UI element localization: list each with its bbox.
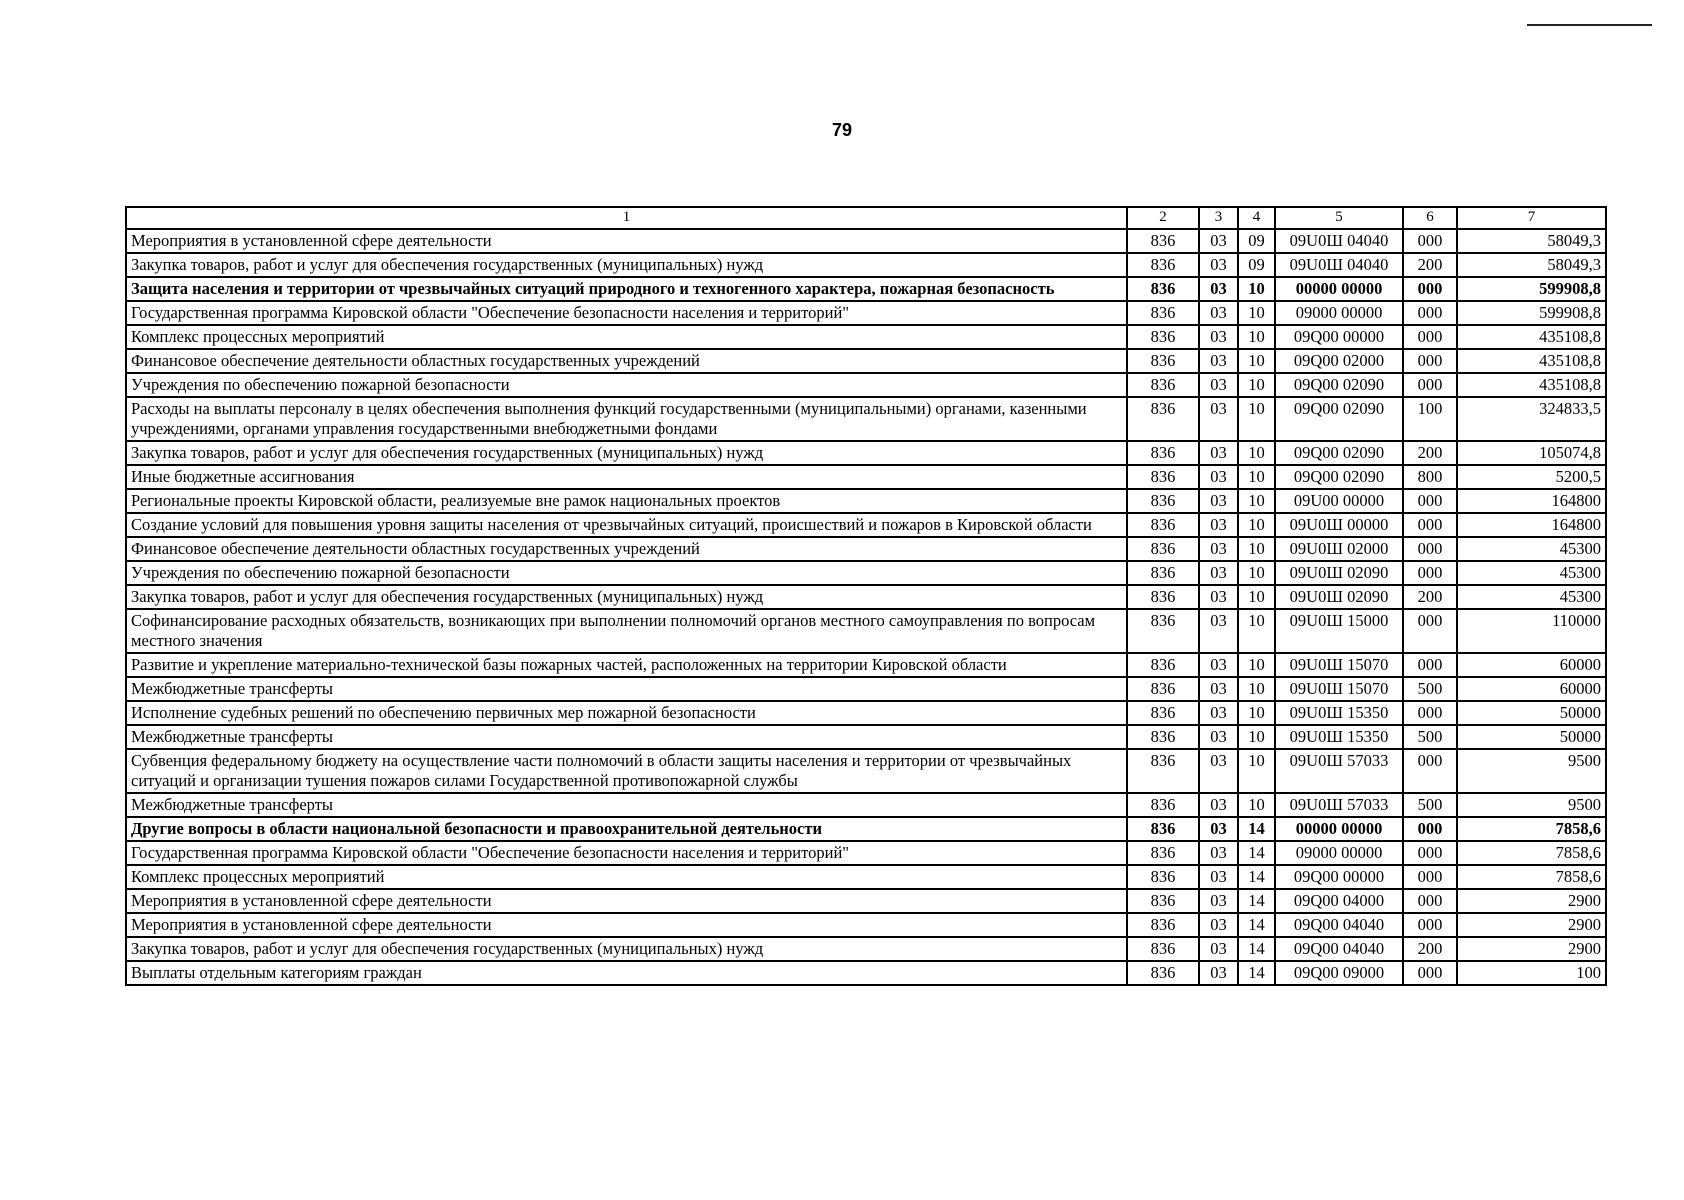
section-code-cell: 03 xyxy=(1199,325,1238,349)
target-article-cell: 09U0Ш 15350 xyxy=(1275,701,1403,725)
table-row xyxy=(126,725,1606,749)
section-code-cell: 03 xyxy=(1199,937,1238,961)
expense-type-cell: 200 xyxy=(1403,585,1457,609)
amount-cell: 9500 xyxy=(1457,749,1606,793)
section-code-cell: 03 xyxy=(1199,349,1238,373)
budget-item-name: Учреждения по обеспечению пожарной безопасности xyxy=(126,373,1127,397)
table-row xyxy=(126,913,1606,937)
table-row xyxy=(126,937,1606,961)
expense-type-cell: 000 xyxy=(1403,325,1457,349)
header-col-2: 2 xyxy=(1127,207,1199,229)
target-article-cell: 09U0Ш 15070 xyxy=(1275,653,1403,677)
section-code-cell: 03 xyxy=(1199,725,1238,749)
admin-code-cell: 836 xyxy=(1127,937,1199,961)
section-code-cell: 03 xyxy=(1199,537,1238,561)
section-code-cell: 03 xyxy=(1199,229,1238,253)
target-article-cell: 09Q00 04000 xyxy=(1275,889,1403,913)
subsection-code-cell: 10 xyxy=(1238,349,1275,373)
target-article-cell: 09Q00 04040 xyxy=(1275,937,1403,961)
table-body xyxy=(126,229,1606,985)
amount-cell: 110000 xyxy=(1457,609,1606,653)
amount-cell: 50000 xyxy=(1457,701,1606,725)
table-row xyxy=(126,277,1606,301)
amount-cell: 2900 xyxy=(1457,937,1606,961)
admin-code-cell: 836 xyxy=(1127,653,1199,677)
target-article-cell: 09Q00 00000 xyxy=(1275,865,1403,889)
subsection-code-cell: 10 xyxy=(1238,373,1275,397)
admin-code-cell: 836 xyxy=(1127,701,1199,725)
amount-cell: 60000 xyxy=(1457,677,1606,701)
subsection-code-cell: 10 xyxy=(1238,513,1275,537)
target-article-cell: 09Q00 02090 xyxy=(1275,441,1403,465)
subsection-code-cell: 10 xyxy=(1238,561,1275,585)
amount-cell: 164800 xyxy=(1457,489,1606,513)
expense-type-cell: 000 xyxy=(1403,277,1457,301)
expense-type-cell: 200 xyxy=(1403,253,1457,277)
table-row xyxy=(126,373,1606,397)
subsection-code-cell: 10 xyxy=(1238,301,1275,325)
expense-type-cell: 000 xyxy=(1403,537,1457,561)
amount-cell: 435108,8 xyxy=(1457,349,1606,373)
section-code-cell: 03 xyxy=(1199,513,1238,537)
table-row xyxy=(126,677,1606,701)
budget-item-name: Учреждения по обеспечению пожарной безопасности xyxy=(126,561,1127,585)
section-code-cell: 03 xyxy=(1199,373,1238,397)
target-article-cell: 09Q00 00000 xyxy=(1275,325,1403,349)
budget-item-name: Межбюджетные трансферты xyxy=(126,793,1127,817)
target-article-cell: 09U0Ш 02000 xyxy=(1275,537,1403,561)
amount-cell: 45300 xyxy=(1457,585,1606,609)
admin-code-cell: 836 xyxy=(1127,913,1199,937)
admin-code-cell: 836 xyxy=(1127,349,1199,373)
admin-code-cell: 836 xyxy=(1127,441,1199,465)
amount-cell: 60000 xyxy=(1457,653,1606,677)
budget-item-name: Межбюджетные трансферты xyxy=(126,725,1127,749)
budget-item-name: Софинансирование расходных обязательств, возникающих при выполнении полномочий органов местного самоуправления по вопросам местного значения xyxy=(126,609,1127,653)
target-article-cell: 00000 00000 xyxy=(1275,817,1403,841)
subsection-code-cell: 10 xyxy=(1238,585,1275,609)
amount-cell: 599908,8 xyxy=(1457,301,1606,325)
table-row xyxy=(126,865,1606,889)
target-article-cell: 09000 00000 xyxy=(1275,841,1403,865)
target-article-cell: 09U0Ш 04040 xyxy=(1275,229,1403,253)
target-article-cell: 09U0Ш 15350 xyxy=(1275,725,1403,749)
section-code-cell: 03 xyxy=(1199,441,1238,465)
budget-item-name: Защита населения и территории от чрезвычайных ситуаций природного и техногенного характера, пожарная безопасность xyxy=(126,277,1127,301)
amount-cell: 164800 xyxy=(1457,513,1606,537)
expense-type-cell: 000 xyxy=(1403,489,1457,513)
budget-item-name: Развитие и укрепление материально-технической базы пожарных частей, расположенных на территории Кировской области xyxy=(126,653,1127,677)
budget-item-name: Комплекс процессных мероприятий xyxy=(126,325,1127,349)
section-code-cell: 03 xyxy=(1199,677,1238,701)
budget-item-name: Другие вопросы в области национальной безопасности и правоохранительной деятельности xyxy=(126,817,1127,841)
target-article-cell: 09Q00 02000 xyxy=(1275,349,1403,373)
target-article-cell: 09Q00 09000 xyxy=(1275,961,1403,985)
expense-type-cell: 000 xyxy=(1403,841,1457,865)
subsection-code-cell: 14 xyxy=(1238,817,1275,841)
header-col-4: 4 xyxy=(1238,207,1275,229)
subsection-code-cell: 10 xyxy=(1238,397,1275,441)
table-row xyxy=(126,349,1606,373)
table-row xyxy=(126,537,1606,561)
budget-item-name: Мероприятия в установленной сфере деятельности xyxy=(126,913,1127,937)
target-article-cell: 09Q00 04040 xyxy=(1275,913,1403,937)
amount-cell: 7858,6 xyxy=(1457,841,1606,865)
subsection-code-cell: 14 xyxy=(1238,889,1275,913)
target-article-cell: 09U00 00000 xyxy=(1275,489,1403,513)
section-code-cell: 03 xyxy=(1199,465,1238,489)
section-code-cell: 03 xyxy=(1199,561,1238,585)
budget-item-name: Комплекс процессных мероприятий xyxy=(126,865,1127,889)
table-header-row xyxy=(126,207,1606,229)
section-code-cell: 03 xyxy=(1199,653,1238,677)
section-code-cell: 03 xyxy=(1199,889,1238,913)
admin-code-cell: 836 xyxy=(1127,277,1199,301)
admin-code-cell: 836 xyxy=(1127,817,1199,841)
target-article-cell: 09Q00 02090 xyxy=(1275,373,1403,397)
table-row xyxy=(126,513,1606,537)
header-col-7: 7 xyxy=(1457,207,1606,229)
section-code-cell: 03 xyxy=(1199,913,1238,937)
expense-type-cell: 000 xyxy=(1403,653,1457,677)
expense-type-cell: 100 xyxy=(1403,397,1457,441)
amount-cell: 100 xyxy=(1457,961,1606,985)
admin-code-cell: 836 xyxy=(1127,397,1199,441)
subsection-code-cell: 09 xyxy=(1238,253,1275,277)
section-code-cell: 03 xyxy=(1199,277,1238,301)
admin-code-cell: 836 xyxy=(1127,301,1199,325)
admin-code-cell: 836 xyxy=(1127,677,1199,701)
budget-item-name: Закупка товаров, работ и услуг для обеспечения государственных (муниципальных) нужд xyxy=(126,441,1127,465)
table-row xyxy=(126,841,1606,865)
admin-code-cell: 836 xyxy=(1127,585,1199,609)
table-row xyxy=(126,585,1606,609)
subsection-code-cell: 14 xyxy=(1238,937,1275,961)
expense-type-cell: 200 xyxy=(1403,937,1457,961)
expense-type-cell: 000 xyxy=(1403,301,1457,325)
amount-cell: 7858,6 xyxy=(1457,865,1606,889)
expense-type-cell: 000 xyxy=(1403,561,1457,585)
budget-table xyxy=(125,206,1607,986)
budget-item-name: Исполнение судебных решений по обеспечению первичных мер пожарной безопасности xyxy=(126,701,1127,725)
target-article-cell: 09U0Ш 15000 xyxy=(1275,609,1403,653)
section-code-cell: 03 xyxy=(1199,701,1238,725)
page-number: 79 xyxy=(831,120,853,140)
subsection-code-cell: 10 xyxy=(1238,441,1275,465)
table-row xyxy=(126,489,1606,513)
subsection-code-cell: 10 xyxy=(1238,653,1275,677)
target-article-cell: 09U0Ш 04040 xyxy=(1275,253,1403,277)
admin-code-cell: 836 xyxy=(1127,229,1199,253)
header-col-3: 3 xyxy=(1199,207,1238,229)
expense-type-cell: 000 xyxy=(1403,749,1457,793)
expense-type-cell: 000 xyxy=(1403,701,1457,725)
budget-item-name: Иные бюджетные ассигнования xyxy=(126,465,1127,489)
subsection-code-cell: 10 xyxy=(1238,609,1275,653)
admin-code-cell: 836 xyxy=(1127,841,1199,865)
budget-item-name: Закупка товаров, работ и услуг для обеспечения государственных (муниципальных) нужд xyxy=(126,585,1127,609)
table-row xyxy=(126,325,1606,349)
expense-type-cell: 000 xyxy=(1403,817,1457,841)
subsection-code-cell: 09 xyxy=(1238,229,1275,253)
expense-type-cell: 000 xyxy=(1403,349,1457,373)
table-row xyxy=(126,749,1606,793)
table-row xyxy=(126,961,1606,985)
amount-cell: 45300 xyxy=(1457,561,1606,585)
table-row xyxy=(126,253,1606,277)
expense-type-cell: 000 xyxy=(1403,513,1457,537)
amount-cell: 324833,5 xyxy=(1457,397,1606,441)
admin-code-cell: 836 xyxy=(1127,889,1199,913)
budget-item-name: Мероприятия в установленной сфере деятельности xyxy=(126,229,1127,253)
budget-item-name: Расходы на выплаты персоналу в целях обеспечения выполнения функций государственными (муниципальными) органами, казенными учреждениями, органами управления государственными внебюджетными фондами xyxy=(126,397,1127,441)
header-col-6: 6 xyxy=(1403,207,1457,229)
table-row xyxy=(126,793,1606,817)
subsection-code-cell: 10 xyxy=(1238,725,1275,749)
budget-item-name: Финансовое обеспечение деятельности областных государственных учреждений xyxy=(126,537,1127,561)
budget-item-name: Региональные проекты Кировской области, реализуемые вне рамок национальных проектов xyxy=(126,489,1127,513)
table-row xyxy=(126,817,1606,841)
section-code-cell: 03 xyxy=(1199,397,1238,441)
budget-item-name: Закупка товаров, работ и услуг для обеспечения государственных (муниципальных) нужд xyxy=(126,253,1127,277)
subsection-code-cell: 10 xyxy=(1238,537,1275,561)
section-code-cell: 03 xyxy=(1199,609,1238,653)
section-code-cell: 03 xyxy=(1199,961,1238,985)
table-row xyxy=(126,889,1606,913)
header-col-5: 5 xyxy=(1275,207,1403,229)
section-code-cell: 03 xyxy=(1199,793,1238,817)
budget-item-name: Выплаты отдельным категориям граждан xyxy=(126,961,1127,985)
table-row xyxy=(126,229,1606,253)
target-article-cell: 09000 00000 xyxy=(1275,301,1403,325)
subsection-code-cell: 10 xyxy=(1238,677,1275,701)
budget-item-name: Государственная программа Кировской области "Обеспечение безопасности населения и территорий" xyxy=(126,301,1127,325)
table-row xyxy=(126,701,1606,725)
table-row xyxy=(126,653,1606,677)
expense-type-cell: 800 xyxy=(1403,465,1457,489)
table-row xyxy=(126,465,1606,489)
admin-code-cell: 836 xyxy=(1127,253,1199,277)
section-code-cell: 03 xyxy=(1199,865,1238,889)
admin-code-cell: 836 xyxy=(1127,609,1199,653)
admin-code-cell: 836 xyxy=(1127,793,1199,817)
subsection-code-cell: 10 xyxy=(1238,749,1275,793)
section-code-cell: 03 xyxy=(1199,585,1238,609)
budget-item-name: Финансовое обеспечение деятельности областных государственных учреждений xyxy=(126,349,1127,373)
expense-type-cell: 000 xyxy=(1403,913,1457,937)
expense-type-cell: 200 xyxy=(1403,441,1457,465)
section-code-cell: 03 xyxy=(1199,253,1238,277)
amount-cell: 9500 xyxy=(1457,793,1606,817)
expense-type-cell: 500 xyxy=(1403,677,1457,701)
expense-type-cell: 000 xyxy=(1403,229,1457,253)
amount-cell: 58049,3 xyxy=(1457,253,1606,277)
target-article-cell: 09U0Ш 57033 xyxy=(1275,793,1403,817)
admin-code-cell: 836 xyxy=(1127,725,1199,749)
target-article-cell: 09U0Ш 02090 xyxy=(1275,561,1403,585)
amount-cell: 599908,8 xyxy=(1457,277,1606,301)
section-code-cell: 03 xyxy=(1199,749,1238,793)
subsection-code-cell: 10 xyxy=(1238,325,1275,349)
admin-code-cell: 836 xyxy=(1127,465,1199,489)
amount-cell: 435108,8 xyxy=(1457,373,1606,397)
expense-type-cell: 500 xyxy=(1403,725,1457,749)
table-row xyxy=(126,301,1606,325)
budget-item-name: Государственная программа Кировской области "Обеспечение безопасности населения и территорий" xyxy=(126,841,1127,865)
expense-type-cell: 000 xyxy=(1403,865,1457,889)
admin-code-cell: 836 xyxy=(1127,561,1199,585)
target-article-cell: 00000 00000 xyxy=(1275,277,1403,301)
admin-code-cell: 836 xyxy=(1127,513,1199,537)
section-code-cell: 03 xyxy=(1199,841,1238,865)
admin-code-cell: 836 xyxy=(1127,373,1199,397)
admin-code-cell: 836 xyxy=(1127,325,1199,349)
expense-type-cell: 000 xyxy=(1403,961,1457,985)
budget-item-name: Закупка товаров, работ и услуг для обеспечения государственных (муниципальных) нужд xyxy=(126,937,1127,961)
subsection-code-cell: 10 xyxy=(1238,277,1275,301)
subsection-code-cell: 10 xyxy=(1238,465,1275,489)
admin-code-cell: 836 xyxy=(1127,865,1199,889)
amount-cell: 45300 xyxy=(1457,537,1606,561)
header-col-1: 1 xyxy=(126,207,1127,229)
subsection-code-cell: 10 xyxy=(1238,793,1275,817)
subsection-code-cell: 10 xyxy=(1238,489,1275,513)
subsection-code-cell: 10 xyxy=(1238,701,1275,725)
amount-cell: 105074,8 xyxy=(1457,441,1606,465)
amount-cell: 7858,6 xyxy=(1457,817,1606,841)
subsection-code-cell: 14 xyxy=(1238,913,1275,937)
target-article-cell: 09U0Ш 57033 xyxy=(1275,749,1403,793)
amount-cell: 435108,8 xyxy=(1457,325,1606,349)
budget-item-name: Субвенция федеральному бюджету на осуществление части полномочий в области защиты населения и территории от чрезвычайных ситуаций и организации тушения пожаров силами Государственной противопожарной службы xyxy=(126,749,1127,793)
target-article-cell: 09Q00 02090 xyxy=(1275,465,1403,489)
amount-cell: 2900 xyxy=(1457,913,1606,937)
section-code-cell: 03 xyxy=(1199,301,1238,325)
amount-cell: 5200,5 xyxy=(1457,465,1606,489)
subsection-code-cell: 14 xyxy=(1238,961,1275,985)
subsection-code-cell: 14 xyxy=(1238,865,1275,889)
expense-type-cell: 000 xyxy=(1403,889,1457,913)
amount-cell: 58049,3 xyxy=(1457,229,1606,253)
expense-type-cell: 000 xyxy=(1403,373,1457,397)
budget-item-name: Создание условий для повышения уровня защиты населения от чрезвычайных ситуаций, происшествий и пожаров в Кировской области xyxy=(126,513,1127,537)
admin-code-cell: 836 xyxy=(1127,749,1199,793)
expense-type-cell: 000 xyxy=(1403,609,1457,653)
top-rule xyxy=(1527,24,1652,26)
target-article-cell: 09U0Ш 15070 xyxy=(1275,677,1403,701)
target-article-cell: 09U0Ш 02090 xyxy=(1275,585,1403,609)
subsection-code-cell: 14 xyxy=(1238,841,1275,865)
admin-code-cell: 836 xyxy=(1127,961,1199,985)
expense-type-cell: 500 xyxy=(1403,793,1457,817)
target-article-cell: 09U0Ш 00000 xyxy=(1275,513,1403,537)
amount-cell: 2900 xyxy=(1457,889,1606,913)
section-code-cell: 03 xyxy=(1199,817,1238,841)
table-row xyxy=(126,397,1606,441)
table-row xyxy=(126,609,1606,653)
admin-code-cell: 836 xyxy=(1127,537,1199,561)
budget-item-name: Межбюджетные трансферты xyxy=(126,677,1127,701)
table-row xyxy=(126,441,1606,465)
budget-item-name: Мероприятия в установленной сфере деятельности xyxy=(126,889,1127,913)
admin-code-cell: 836 xyxy=(1127,489,1199,513)
section-code-cell: 03 xyxy=(1199,489,1238,513)
target-article-cell: 09Q00 02090 xyxy=(1275,397,1403,441)
amount-cell: 50000 xyxy=(1457,725,1606,749)
table-row xyxy=(126,561,1606,585)
